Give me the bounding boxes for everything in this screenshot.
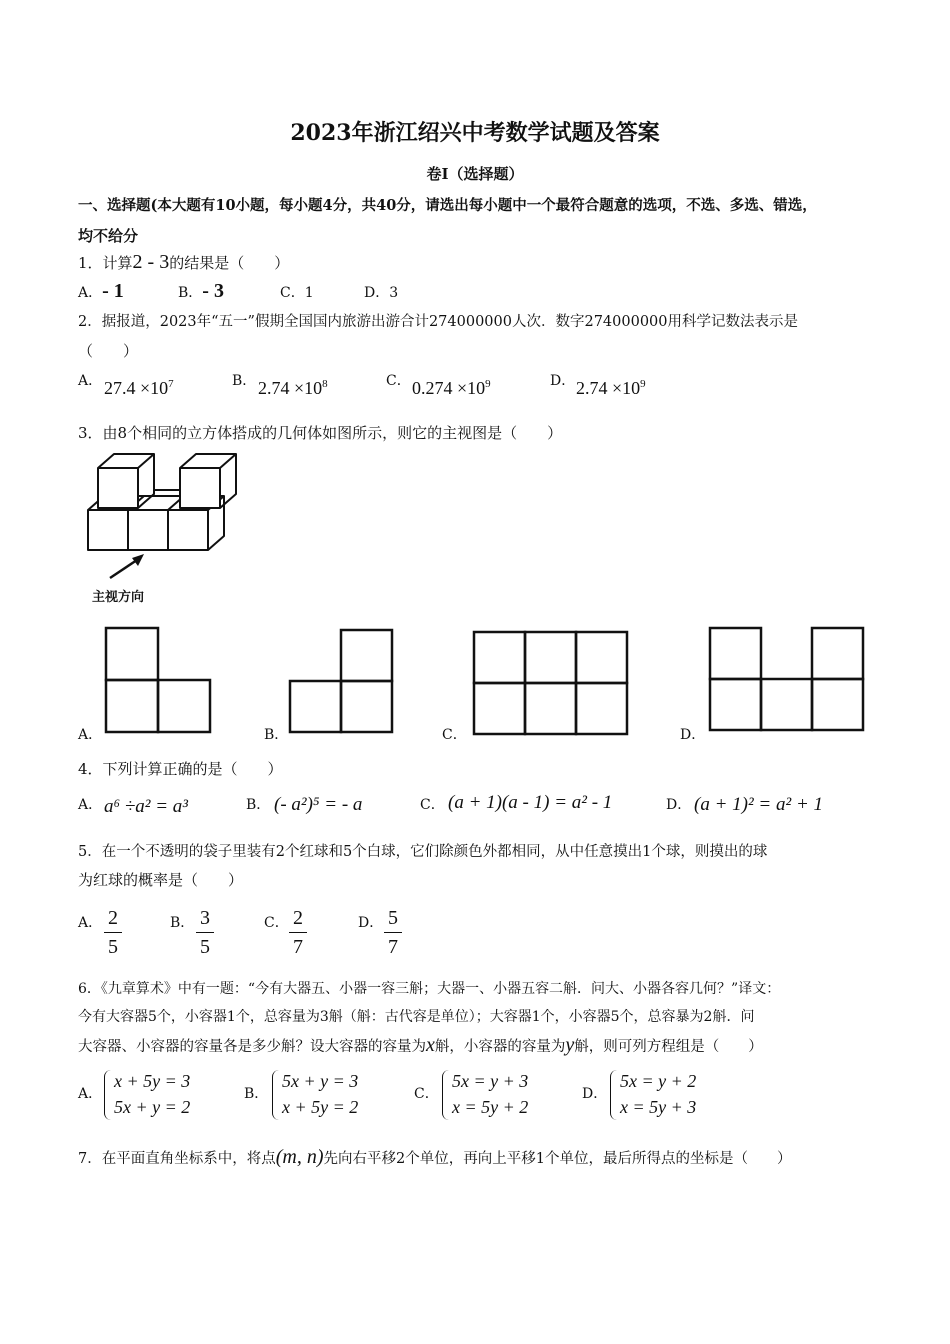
q2-option-c-value — [412, 378, 491, 399]
q5-option-d-label: D． — [358, 915, 384, 931]
line-text: 大容器、小容器的容量各是多少斛？设大容器的容量为 — [78, 1039, 426, 1055]
numerator: 2 — [108, 907, 118, 929]
question-1-prefix: 1．计算 — [78, 254, 133, 272]
option-label: A． — [78, 285, 103, 301]
line-text: 斛，小容器的容量为 — [434, 1039, 566, 1055]
q3-option-b-label: B． — [264, 727, 289, 743]
question-3: 3．由8个相同的立方体搭成的几何体如图所示，则它的主视图是（ ） — [78, 424, 563, 442]
value-base: 0.274 ×10 — [412, 378, 486, 398]
question-6-line3 — [78, 1034, 763, 1057]
page-title: 2023年浙江绍兴中考数学试题及答案 — [290, 120, 660, 146]
section-heading-line2: 均不给分 — [78, 227, 139, 245]
q3-option-d-figure — [706, 624, 868, 734]
q2-option-b-label: B． — [232, 373, 257, 389]
question-1 — [78, 251, 289, 274]
q6-option-b-system — [272, 1068, 358, 1120]
fraction-bar — [104, 932, 122, 933]
question-5-line1: 5．在一个不透明的袋子里装有2个红球和5个白球，它们除颜色外都相同，从中任意摸出1个球，则摸出的球 — [78, 844, 768, 860]
q1-option-a — [78, 280, 124, 303]
option-label: D． — [364, 285, 390, 301]
brace — [104, 1070, 111, 1120]
question-1-expression: 2 - 3 — [132, 251, 170, 273]
question-7 — [78, 1146, 791, 1169]
brace — [442, 1070, 449, 1120]
q6-option-a-system — [104, 1068, 190, 1120]
denominator: 7 — [293, 936, 303, 958]
equation-2: x = 5y + 2 — [452, 1097, 529, 1117]
q6-option-c-system — [442, 1068, 528, 1120]
numerator: 2 — [293, 907, 303, 929]
question-4: 4．下列计算正确的是（ ） — [78, 760, 283, 778]
q6-option-b-label: B． — [244, 1086, 269, 1102]
q3-option-c-figure — [470, 628, 632, 736]
value-exponent: 9 — [485, 378, 491, 390]
equation-1: 5x = y + 2 — [620, 1071, 697, 1091]
option-value: - 3 — [202, 280, 224, 302]
q3-option-d-label: D． — [680, 727, 706, 743]
value-base: 27.4 ×10 — [104, 378, 169, 398]
paper-subtitle: 卷Ⅰ（选择题） — [426, 165, 524, 183]
q2-option-d-label: D． — [550, 373, 576, 389]
denominator: 7 — [388, 936, 398, 958]
value-exponent: 7 — [168, 378, 174, 390]
q3-option-b-figure — [286, 626, 396, 736]
question-7-prefix: 7．在平面直角坐标系中，将点 — [78, 1151, 276, 1167]
q5-option-c-fraction — [289, 906, 307, 959]
q5-option-b-fraction — [196, 906, 214, 959]
question-2-line2: （ ） — [78, 342, 139, 360]
option-value: - 1 — [102, 280, 124, 302]
question-7-suffix: 先向右平移2个单位，再向上平移1个单位，最后所得点的坐标是（ ） — [323, 1151, 792, 1167]
equation-2: 5x + y = 2 — [114, 1097, 191, 1117]
line-text: 斛，则可列方程组是（ ） — [574, 1039, 763, 1055]
q2-option-d-value — [576, 378, 646, 399]
q5-option-a-fraction — [104, 906, 122, 959]
q1-option-c — [280, 282, 314, 302]
question-6-line2: 今有大容器5个，小容器1个，总容量为3斛（斛：古代容是单位）；大容器1个，小容器5个，总容暴为2斛．问 — [78, 1009, 755, 1025]
q5-option-a-label: A． — [78, 915, 103, 931]
q6-option-a-label: A． — [78, 1086, 103, 1102]
equation-1: 5x + y = 3 — [282, 1071, 359, 1091]
fraction-bar — [196, 932, 214, 933]
equation-1: 5x = y + 3 — [452, 1071, 529, 1091]
q5-option-b-label: B． — [170, 915, 195, 931]
value-base: 2.74 ×10 — [576, 378, 641, 398]
q4-option-b-expr: (- a²)⁵ = - a — [274, 794, 363, 815]
q4-option-d-label: D． — [666, 797, 692, 813]
equation-2: x = 5y + 3 — [620, 1097, 697, 1117]
option-value: 3 — [389, 285, 399, 301]
q4-option-c-label: C． — [420, 797, 445, 813]
option-value: 1 — [304, 285, 314, 301]
value-exponent: 8 — [322, 378, 328, 390]
numerator: 3 — [200, 907, 210, 929]
question-1-suffix: 的结果是（ ） — [169, 254, 290, 272]
q2-option-a-label: A． — [78, 373, 103, 389]
question-2-line1: 2．据报道，2023年“五一”假期全国国内旅游出游合计274000000人次．数字274000000用科学记数法表示是 — [78, 314, 799, 330]
q1-option-b — [178, 280, 224, 303]
view-direction-label: 主视方向 — [92, 590, 145, 605]
fraction-bar — [384, 932, 402, 933]
q4-option-a-expr: a⁶ ÷a² = a³ — [104, 796, 188, 817]
value-exponent: 9 — [640, 378, 646, 390]
q6-option-c-label: C． — [414, 1086, 439, 1102]
q5-option-c-label: C． — [264, 915, 289, 931]
option-label: C． — [280, 285, 305, 301]
fraction-bar — [289, 932, 307, 933]
denominator: 5 — [200, 936, 210, 958]
section-heading-line1: 一、选择题(本大题有10小题，每小题4分，共40分，请选出每小题中一个最符合题意的选项，不选、多选、错选， — [78, 197, 817, 214]
brace — [272, 1070, 279, 1120]
q3-option-c-label: C． — [442, 727, 467, 743]
q6-option-d-system — [610, 1068, 696, 1120]
numerator: 5 — [388, 907, 398, 929]
q2-option-b-value — [258, 378, 328, 399]
q2-option-a-value — [104, 378, 174, 399]
q5-option-d-fraction — [384, 906, 402, 959]
variable-x: x — [426, 1034, 435, 1056]
equation-2: x + 5y = 2 — [282, 1097, 359, 1117]
q6-option-d-label: D． — [582, 1086, 608, 1102]
q3-option-a-label: A． — [78, 727, 103, 743]
q4-option-b-label: B． — [246, 797, 271, 813]
brace — [610, 1070, 617, 1120]
question-5-line2: 为红球的概率是（ ） — [78, 871, 244, 889]
q1-option-d — [364, 282, 398, 302]
q4-option-d-expr: (a + 1)² = a² + 1 — [694, 794, 824, 815]
q2-option-c-label: C． — [386, 373, 411, 389]
value-base: 2.74 ×10 — [258, 378, 323, 398]
question-7-point: (m, n) — [275, 1146, 324, 1168]
q4-option-a-label: A． — [78, 797, 103, 813]
q3-option-a-figure — [100, 622, 216, 734]
denominator: 5 — [108, 936, 118, 958]
q4-option-c-expr: (a + 1)(a - 1) = a² - 1 — [448, 792, 613, 813]
equation-1: x + 5y = 3 — [114, 1071, 191, 1091]
variable-y: y — [565, 1034, 575, 1056]
option-label: B． — [178, 285, 203, 301]
question-6-line1: 6．《九章算术》中有一题：“今有大器五、小器一容三斛；大器一、小器五容二斛．问大、小器各容几何？”译文： — [78, 981, 781, 997]
